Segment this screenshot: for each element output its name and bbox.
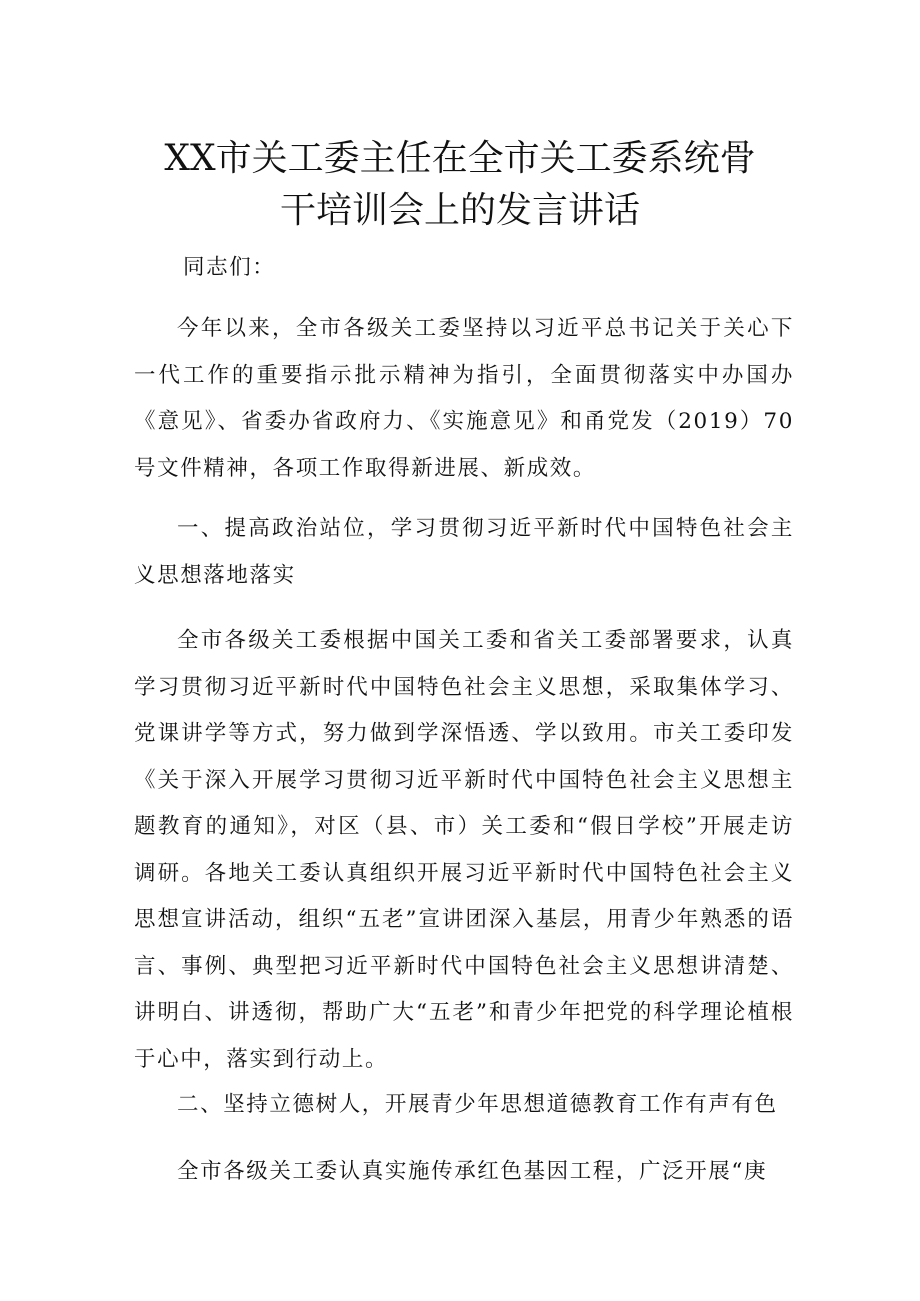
document-title-line-2: 干培训会上的发言讲话 — [279, 190, 640, 231]
salutation: 同志们： — [183, 255, 276, 280]
document-title-line-1: XX市关工委主任在全市关工委系统骨 — [164, 138, 756, 179]
paragraph-section-1: 全市各级关工委根据中国关工委和省关工委部署要求，认真学习贯彻习近平新时代中国特色社会主义思想，采取集体学习、党课讲学等方式，努力做到学深悟透、学以致用。市关工委印发《关于深入开展学习贯彻习近平新时代中国特色社会主义思想主题教育的通知》，对区（县、市）关工委和“假日学校”开展走访调研。各地关工委认真组织开展习近平新时代中国特色社会主义思想宣讲活动，组织“五老”宣讲团深入基层，用青少年熟悉的语言、事例、典型把习近平新时代中国特色社会主义思想讲清楚、讲明白、讲透彻，帮助广大“五老”和青少年把党的科学理论植根于心中，落实到行动上。 — [134, 628, 794, 1072]
paragraph-intro: 今年以来，全市各级关工委坚持以习近平总书记关于关心下一代工作的重要指示批示精神为指引，全面贯彻落实中办国办《意见》、省委办省政府力、《实施意见》和甬党发（2019）70号文件精神，各项工作取得新进展、新成效。 — [134, 316, 794, 481]
section-heading-2: 二、坚持立德树人，开展青少年思想道德教育工作有声有色 — [177, 1092, 778, 1117]
paragraph-section-2: 全市各级关工委认真实施传承红色基因工程，广泛开展“庚 — [177, 1159, 768, 1184]
section-heading-1: 一、提高政治站位，学习贯彻习近平新时代中国特色社会主义思想落地落实 — [134, 516, 794, 588]
